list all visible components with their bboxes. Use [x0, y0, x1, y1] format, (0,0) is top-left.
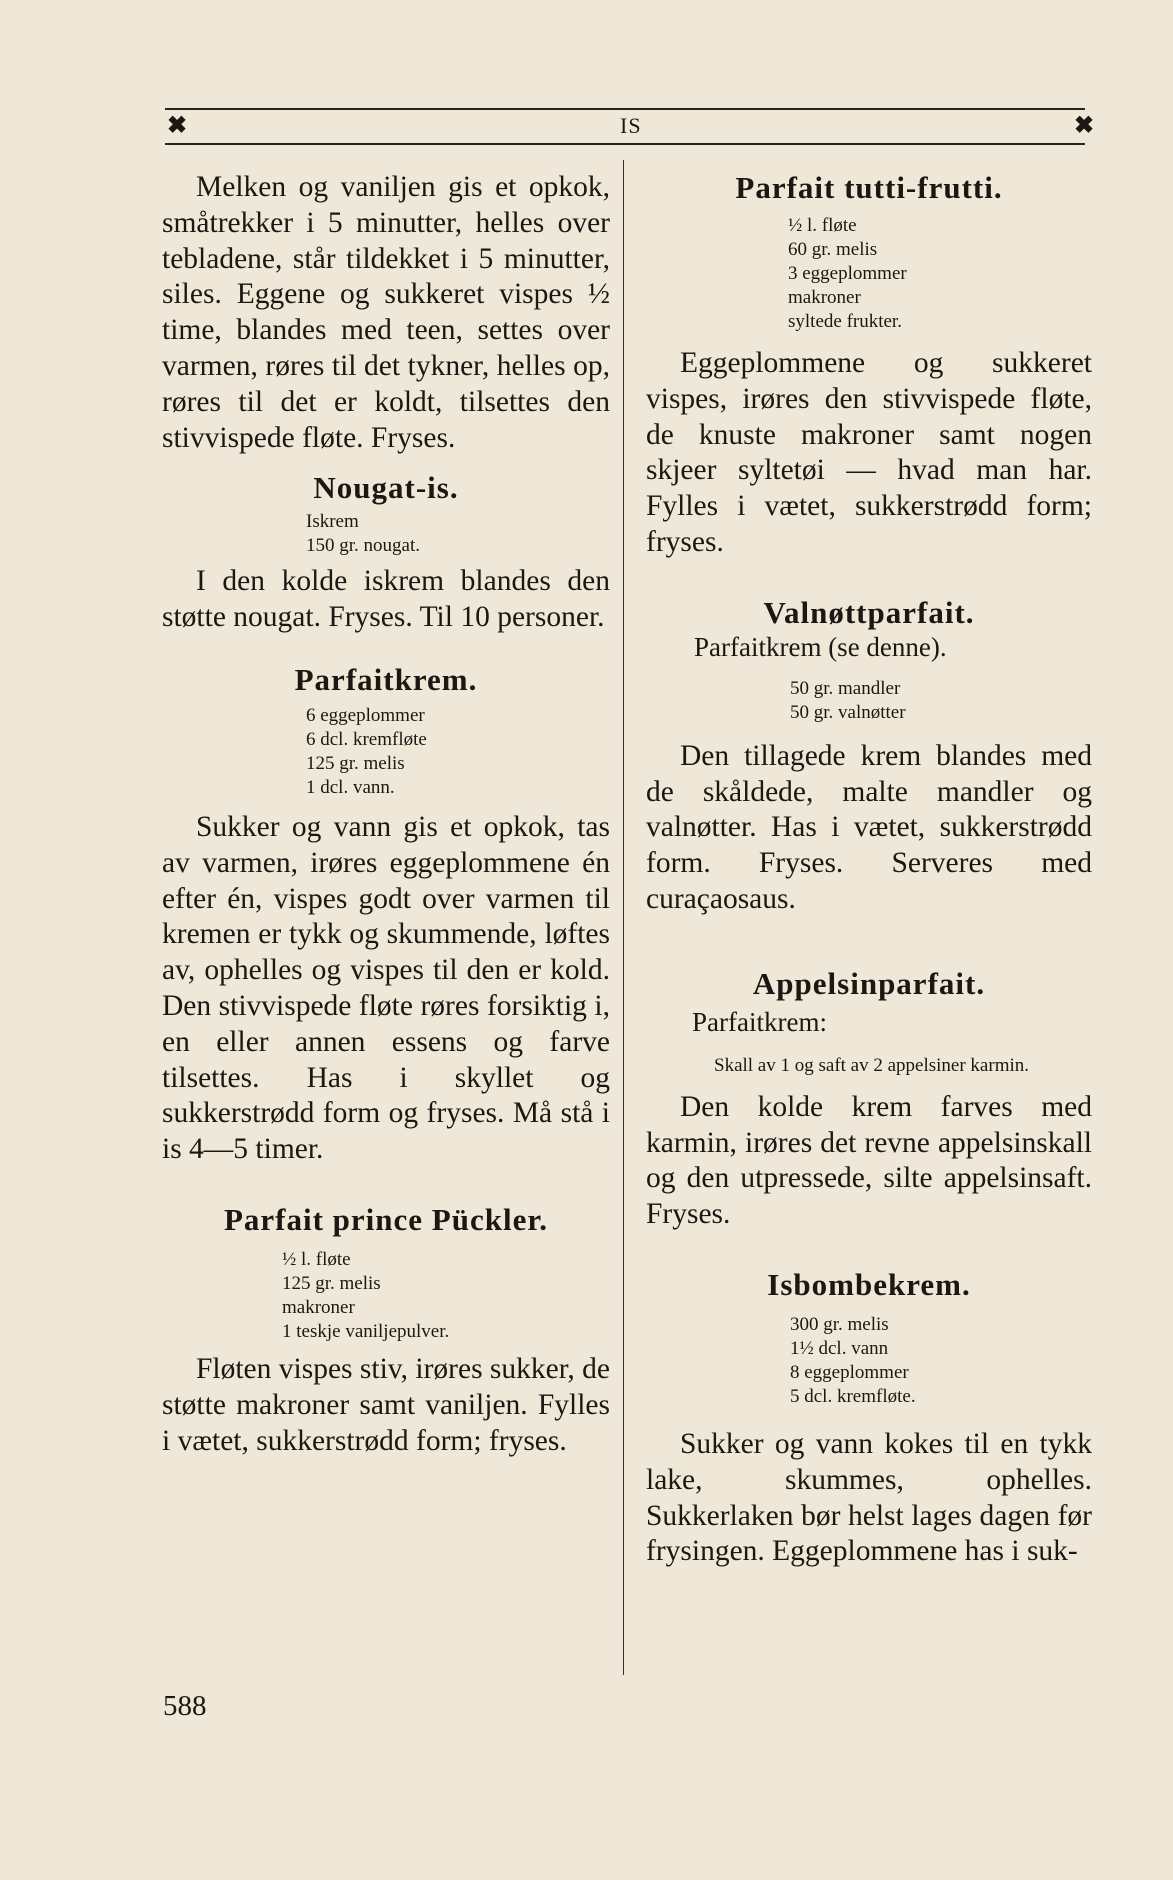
recipe-method: Den tillagede krem blandes med de skåldede, malte mandler og valnøtter. Has i vætet, sukkerstrødd form. Fryses. Serveres med curaçaosaus. — [646, 739, 1092, 915]
ingredient: 150 gr. nougat. — [306, 535, 420, 557]
recipe-base: Iskrem — [306, 511, 359, 533]
recipe-method: Fløten vispes stiv, irøres sukker, de støtte makroner samt vaniljen. Fylles i vætet, sukkerstrødd form; fryses. — [162, 1352, 610, 1457]
ingredient: syltede frukter. — [788, 311, 902, 332]
ingredient-list — [788, 214, 1092, 334]
ingredient: 1 dcl. vann. — [306, 776, 395, 798]
recipe-title: Appelsinparfait. — [752, 965, 986, 1001]
ingredient-list — [790, 677, 1092, 725]
header-rule-top — [165, 108, 1085, 110]
recipe-method: Eggeplommene og sukkeret vispes, irøres den stivvispede fløte, de knuste makroner samt nogen skjeer syltetøi — hvad man har. Fylles i vætet, sukkerstrødd form; fryses. — [646, 347, 1092, 558]
recipe-parfaitkrem — [162, 662, 610, 1168]
recipe-isbombekrem — [646, 1267, 1092, 1570]
recipe-parfait-prince-puckler — [162, 1202, 610, 1459]
ingredient-list — [282, 1248, 610, 1344]
page-number: 588 — [163, 1690, 207, 1722]
ingredient: 1 teskje vaniljepulver. — [282, 1320, 450, 1342]
ingredient: 50 gr. mandler — [790, 677, 901, 699]
ingredient: 1½ dcl. vann — [790, 1337, 889, 1359]
recipe-title: Parfait tutti-frutti. — [735, 170, 1003, 205]
recipe-valnottparfait — [646, 595, 1092, 918]
header-rule-bottom — [165, 143, 1085, 145]
recipe-parfait-tutti-frutti — [646, 170, 1092, 561]
recipe-method: Sukker og vann kokes til en tykk lake, skummes, ophelles. Sukkerlaken bør helst lages dagen før frysingen. Eggeplommene has i suk- — [646, 1427, 1092, 1568]
running-header: IS — [620, 113, 642, 138]
ingredient: ½ l. fløte — [282, 1248, 351, 1270]
header-left-ornament: ✖ — [167, 113, 188, 139]
ingredient: 6 eggeplommer — [306, 704, 425, 726]
ingredient-list — [790, 1313, 1092, 1409]
recipe-title: Isbombekrem. — [767, 1266, 971, 1302]
ingredient: 5 dcl. kremfløte. — [790, 1385, 916, 1407]
recipe-title: Parfait prince Pückler. — [223, 1201, 549, 1237]
recipe-appelsinparfait — [646, 966, 1092, 1233]
recipe-nougat-is — [162, 470, 610, 636]
ingredient: ½ l. fløte — [788, 215, 857, 236]
recipe-title: Nougat-is. — [313, 470, 459, 506]
ingredient: 60 gr. melis — [788, 239, 878, 260]
left-column — [162, 170, 610, 1459]
recipe-note: Skall av 1 og saft av 2 appelsiner karmin. — [714, 1054, 1030, 1076]
right-column — [646, 170, 1092, 1570]
recipe-title: Parfaitkrem. — [294, 661, 478, 697]
ingredient: 50 gr. valnøtter — [790, 701, 906, 723]
ingredient: 300 gr. melis — [790, 1313, 889, 1335]
recipe-method: Den kolde krem farves med karmin, irøres det revne appelsinskall og den utpressede, silte appelsinsaft. Fryses. — [646, 1090, 1092, 1231]
ingredient: 125 gr. melis — [282, 1272, 381, 1294]
recipe-title: Valnøttparfait. — [763, 594, 975, 630]
recipe-method: Sukker og vann gis et opkok, tas av varmen, irøres eggeplommene én efter én, vispes godt over varmen til kremen er tykk og skummende, løftes av, ophelles og vispes til den er kold. Den stivvispede fløte røres forsiktig i, en eller annen essens og farve tilsettes. Has i skyllet og sukkerstrødd form og fryses. Må stå i is 4—5 timer. — [162, 810, 610, 1166]
recipe-base: Parfaitkrem (se denne). — [694, 631, 947, 662]
ingredient: makroner — [788, 287, 861, 308]
intro-paragraph: Melken og vaniljen gis et opkok, småtrekker i 5 minutter, helles over tebladene, står tildekket i 5 minutter, siles. Eggene og sukkeret vispes ½ time, blandes med teen, settes over varmen, røres til det tykner, helles op, røres til det er koldt, tilsettes den stivvispede fløte. Fryses. — [162, 171, 610, 454]
ingredient-list — [306, 534, 610, 558]
ingredient: makroner — [282, 1296, 355, 1318]
recipe-method: I den kolde iskrem blandes den støtte nougat. Fryses. Til 10 personer. — [162, 565, 610, 634]
ingredient-list — [306, 704, 610, 800]
ingredient: 125 gr. melis — [306, 752, 405, 774]
ingredient: 8 eggeplommer — [790, 1361, 909, 1383]
header-right-ornament: ✖ — [1074, 113, 1095, 139]
ingredient: 6 dcl. kremfløte — [306, 728, 427, 750]
recipe-base: Parfaitkrem: — [692, 1006, 827, 1037]
column-divider — [623, 160, 624, 1675]
ingredient: 3 eggeplommer — [788, 263, 907, 284]
